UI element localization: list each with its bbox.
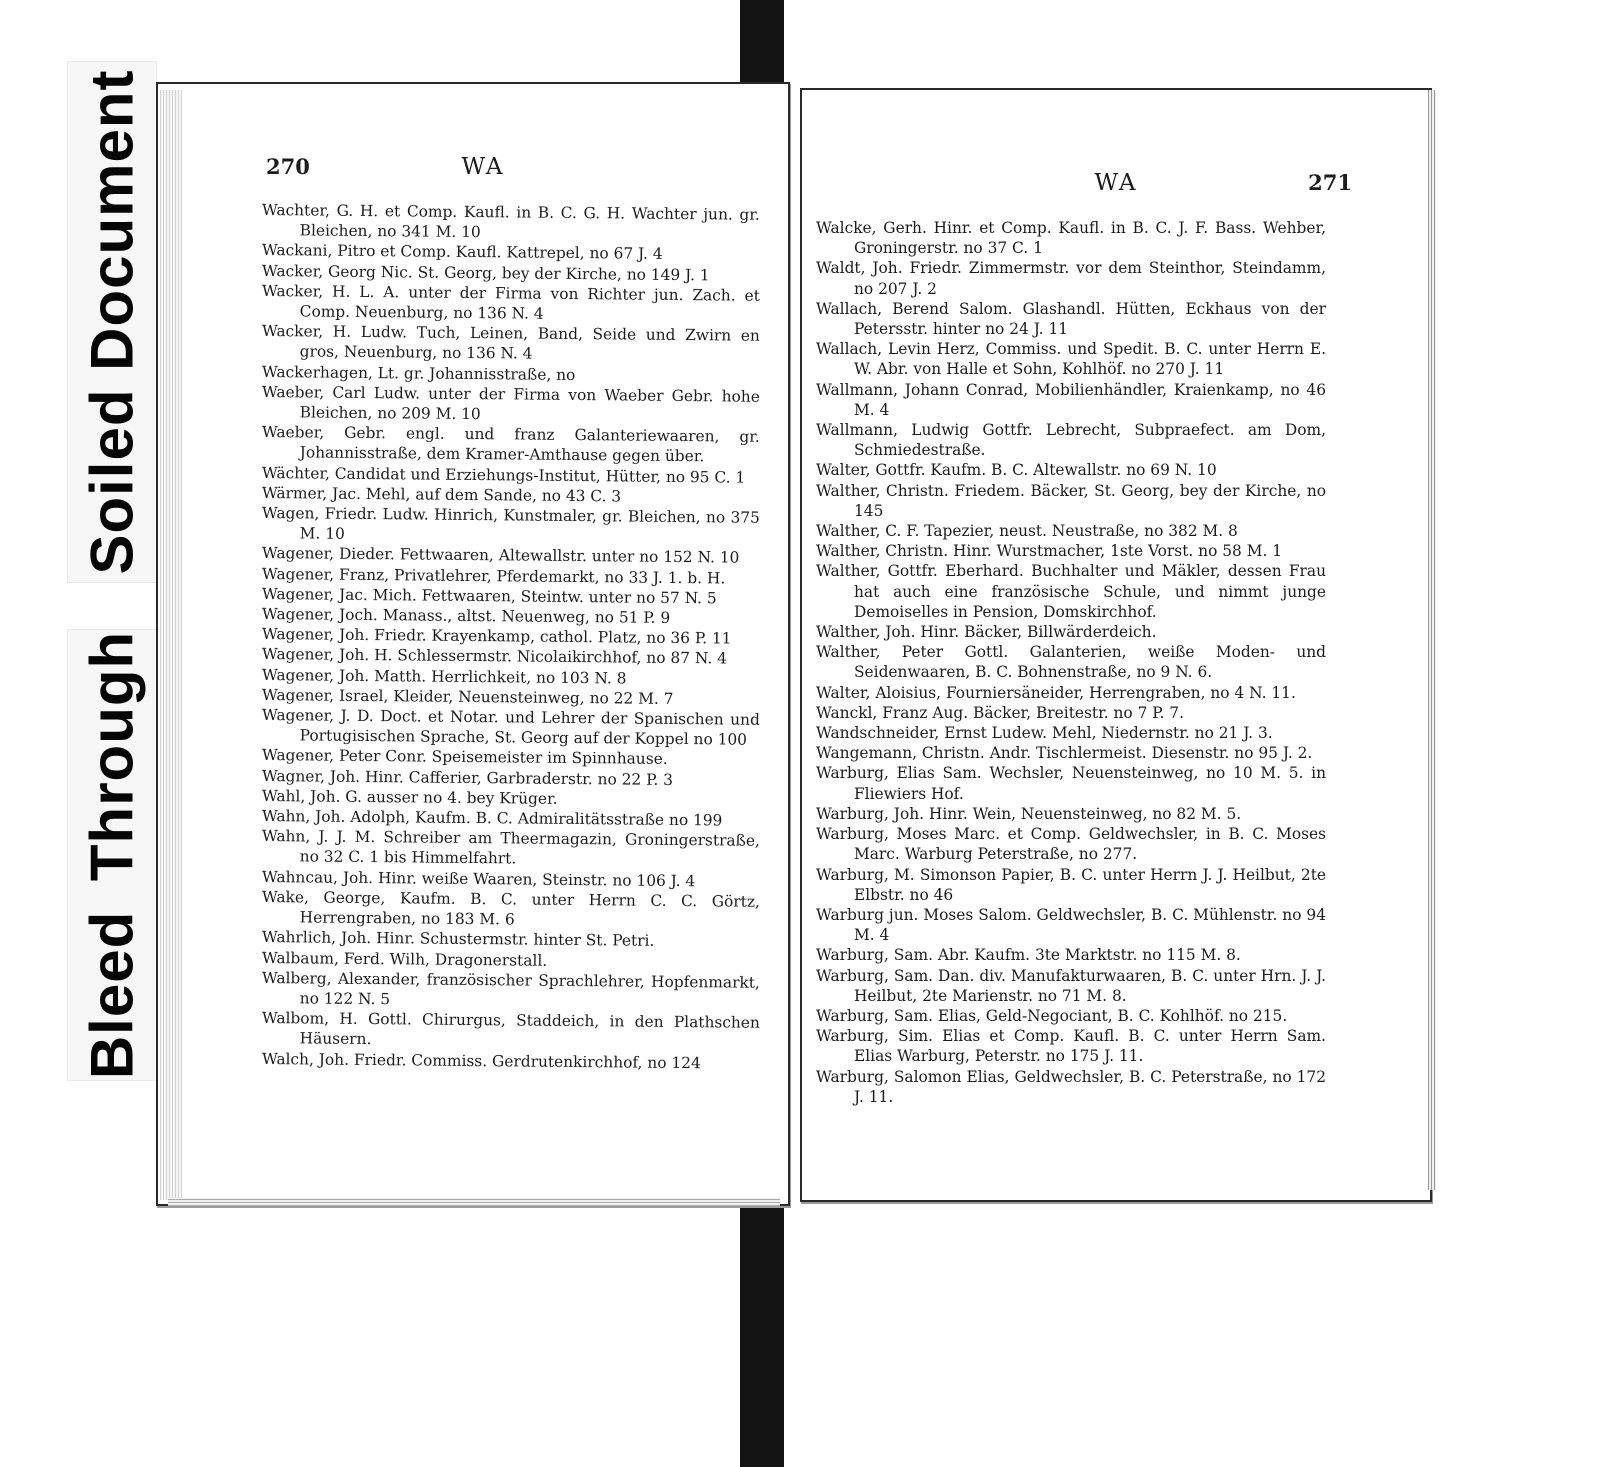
directory-entry: Walther, Christn. Friedem. Bäcker, St. Georg, bey der Kirche, no 145 bbox=[816, 481, 1326, 520]
directory-entry: Warburg, Sam. Abr. Kaufm. 3te Marktstr. no 115 M. 8. bbox=[816, 946, 1241, 965]
right-page-number: 271 bbox=[1308, 170, 1352, 195]
directory-entry: Warburg, Joh. Hinr. Wein, Neuensteinweg, no 82 M. 5. bbox=[816, 804, 1242, 823]
directory-entry: Walter, Aloisius, Fourniersäneider, Herrengraben, no 4 N. 11. bbox=[816, 683, 1296, 702]
directory-entry: Walter, Gottfr. Kaufm. B. C. Altewallstr. no 69 N. 10 bbox=[816, 461, 1217, 480]
directory-entry: Wallmann, Johann Conrad, Mobilienhändler, Kraienkamp, no 46 M. 4 bbox=[816, 380, 1326, 419]
directory-entry: Warburg, Sim. Elias et Comp. Kaufl. B. C. unter Herrn Sam. Elias Warburg, Peterstr. no 175 J. 11. bbox=[816, 1027, 1326, 1066]
directory-entry: Walberg, Alexander, französischer Sprachlehrer, Hopfenmarkt, no 122 N. 5 bbox=[261, 968, 760, 1009]
right-page-header bbox=[802, 170, 1430, 210]
directory-entry: Wallach, Berend Salom. Glashandl. Hütten, Eckhaus von der Petersstr. hinter no 24 J. 11 bbox=[816, 299, 1326, 339]
directory-entry: Walther, Joh. Hinr. Bäcker, Billwärderdeich. bbox=[816, 623, 1157, 642]
directory-entry: Wagener, Joh. H. Schlessermstr. Nicolaikirchhof, no 87 N. 4 bbox=[261, 645, 728, 668]
directory-entry: Waldt, Joh. Friedr. Zimmermstr. vor dem Steinthor, Steindamm, no 207 J. 2 bbox=[816, 259, 1326, 298]
directory-entry: Walther, Christn. Hinr. Wurstmacher, 1ste Vorst. no 58 M. 1 bbox=[816, 542, 1283, 561]
directory-entry: Wake, George, Kaufm. B. C. unter Herrn C. C. Görtz, Herrengraben, no 183 M. 6 bbox=[261, 887, 760, 929]
directory-entry: Walther, Gottfr. Eberhard. Buchhalter und Mäkler, dessen Frau hat auch eine französische Schule, und nimmt junge Demoiselles in Pension, Domskirchhof. bbox=[816, 562, 1326, 621]
directory-entry: Wagener, Dieder. Fettwaaren, Altewallstr. unter no 152 N. 10 bbox=[261, 544, 740, 568]
left-page-bottom-edge bbox=[168, 1198, 780, 1206]
directory-entry: Wagener, Jac. Mich. Fettwaaren, Steintw. unter no 57 N. 5 bbox=[261, 584, 717, 608]
directory-entry: Wacker, H. Ludw. Tuch, Leinen, Band, Seide und Zwirn en gros, Neuenburg, no 136 N. 4 bbox=[261, 322, 760, 364]
directory-entry: Waeber, Carl Ludw. unter der Firma von Waeber Gebr. hohe Bleichen, no 209 M. 10 bbox=[261, 382, 760, 424]
directory-entry: Wagener, Joh. Matth. Herrlichkeit, no 103 N. 8 bbox=[261, 665, 627, 688]
soiled-document-tab bbox=[68, 62, 156, 582]
left-page bbox=[156, 82, 790, 1206]
directory-entry: Wacker, Georg Nic. St. Georg, bey der Kirche, no 149 J. 1 bbox=[261, 261, 710, 284]
directory-entry: Wahrlich, Joh. Hinr. Schustermstr. hinter St. Petri. bbox=[261, 928, 655, 951]
directory-entry: Walther, C. F. Tapezier, neust. Neustraße, no 382 M. 8 bbox=[816, 522, 1238, 541]
directory-entry: Warburg, Salomon Elias, Geldwechsler, B. C. Peterstraße, no 172 J. 11. bbox=[816, 1067, 1326, 1106]
directory-entry: Wallach, Levin Herz, Commiss. und Spedit. B. C. unter Herrn E. W. Abr. von Halle et Sohn, Kohlhöf. no 270 J. 11 bbox=[816, 340, 1326, 379]
directory-entry: Walbom, H. Gottl. Chirurgus, Staddeich, in den Plathschen Häusern. bbox=[261, 1009, 760, 1049]
left-directory-entries bbox=[261, 200, 760, 1072]
left-page-number: 270 bbox=[266, 154, 310, 179]
directory-entry: Wackerhagen, Lt. gr. Johannisstraße, no bbox=[261, 362, 576, 384]
directory-entry: Walbaum, Ferd. Wilh, Dragonerstall. bbox=[261, 948, 548, 970]
directory-entry: Wangemann, Christn. Andr. Tischlermeist. Diesenstr. no 95 J. 2. bbox=[816, 744, 1313, 763]
directory-entry: Wanckl, Franz Aug. Bäcker, Breitestr. no 7 P. 7. bbox=[816, 703, 1184, 722]
directory-entry: Walch, Joh. Friedr. Commiss. Gerdrutenkirchhof, no 124 bbox=[261, 1049, 701, 1072]
directory-entry: Wahl, Joh. G. ausser no 4. bey Krüger. bbox=[261, 786, 558, 808]
left-page-edge-stack bbox=[160, 90, 182, 1200]
left-page-header bbox=[158, 154, 788, 194]
right-directory-entries bbox=[816, 218, 1326, 1107]
bleed-through-label: Bleed Through bbox=[78, 630, 146, 1080]
directory-entry: Warburg jun. Moses Salom. Geldwechsler, B. C. Mühlenstr. no 94 M. 4 bbox=[816, 905, 1326, 945]
right-page bbox=[800, 88, 1432, 1202]
directory-entry: Wachter, G. H. et Comp. Kaufl. in B. C. G. H. Wachter jun. gr. Bleichen, no 341 M. 10 bbox=[261, 200, 760, 242]
directory-entry: Wagener, Joch. Manass., altst. Neuenweg, no 51 P. 9 bbox=[261, 605, 671, 627]
directory-entry: Warburg, Sam. Elias, Geld-Negociant, B. C. Kohlhöf. no 215. bbox=[816, 1006, 1288, 1025]
directory-entry: Wacker, H. L. A. unter der Firma von Richter jun. Zach. et Comp. Neuenburg, no 136 N. 4 bbox=[261, 281, 760, 323]
directory-entry: Wagener, Peter Conr. Speisemeister im Spinnhause. bbox=[261, 746, 668, 769]
directory-entry: Wahn, J. J. M. Schreiber am Theermagazin, Groningerstraße, no 32 C. 1 bis Himmelfahrt. bbox=[261, 827, 760, 868]
directory-entry: Wagener, Joh. Friedr. Krayenkamp, cathol. Platz, no 36 P. 11 bbox=[261, 625, 732, 648]
directory-entry: Wackani, Pitro et Comp. Kaufl. Kattrepel, no 67 J. 4 bbox=[261, 241, 663, 264]
directory-entry: Wahn, Joh. Adolph, Kaufm. B. C. Admiralitätsstraße no 199 bbox=[261, 807, 723, 830]
directory-entry: Wagen, Friedr. Ludw. Hinrich, Kunstmaler, gr. Bleichen, no 375 M. 10 bbox=[261, 504, 760, 544]
directory-entry: Wagener, Israel, Kleider, Neuensteinweg, no 22 M. 7 bbox=[261, 685, 674, 708]
directory-entry: Warburg, Elias Sam. Wechsler, Neuensteinweg, no 10 M. 5. in Fliewiers Hof. bbox=[816, 764, 1326, 803]
directory-entry: Wallmann, Ludwig Gottfr. Lebrecht, Subpraefect. am Dom, Schmiedestraße. bbox=[816, 421, 1326, 460]
directory-entry: Wärmer, Jac. Mehl, auf dem Sande, no 43 C. 3 bbox=[261, 483, 622, 506]
directory-entry: Walcke, Gerh. Hinr. et Comp. Kaufl. in B. C. J. F. Bass. Wehber, Groningerstr. no 37 C. 1 bbox=[816, 219, 1326, 258]
bleed-through-tab bbox=[68, 630, 156, 1080]
directory-entry: Wahncau, Joh. Hinr. weiße Waaren, Steinstr. no 106 J. 4 bbox=[261, 867, 696, 890]
directory-entry: Wächter, Candidat und Erziehungs-Institut, Hütter, no 95 C. 1 bbox=[261, 463, 746, 487]
directory-entry: Wagner, Joh. Hinr. Cafferier, Garbraderstr. no 22 P. 3 bbox=[261, 766, 674, 789]
directory-entry: Warburg, M. Simonson Papier, B. C. unter Herrn J. J. Heilbut, 2te Elbstr. no 46 bbox=[816, 865, 1326, 904]
right-page-edge-stack bbox=[1428, 90, 1436, 1190]
directory-entry: Walther, Peter Gottl. Galanterien, weiße Moden- und Seidenwaaren, B. C. Bohnenstraße, no 9 N. 6. bbox=[816, 643, 1326, 682]
directory-entry: Wagener, Franz, Privatlehrer, Pferdemarkt, no 33 J. 1. b. H. bbox=[261, 564, 726, 588]
soiled-document-label: Soiled Document bbox=[78, 69, 146, 575]
directory-entry: Warburg, Moses Marc. et Comp. Geldwechsler, in B. C. Moses Marc. Warburg Peterstraße, no 277. bbox=[816, 825, 1326, 864]
left-running-head: WA bbox=[461, 154, 505, 180]
directory-entry: Wandschneider, Ernst Ludew. Mehl, Niedernstr. no 21 J. 3. bbox=[816, 724, 1273, 743]
right-running-head: WA bbox=[1094, 170, 1138, 196]
directory-entry: Waeber, Gebr. engl. und franz Galanteriewaaren, gr. Johannisstraße, dem Kramer-Amthause gegen über. bbox=[261, 423, 760, 466]
directory-entry: Warburg, Sam. Dan. div. Manufakturwaaren, B. C. unter Hrn. J. J. Heilbut, 2te Marienstr. no 71 M. 8. bbox=[816, 966, 1326, 1005]
directory-entry: Wagener, J. D. Doct. et Notar. und Lehrer der Spanischen und Portugisischen Sprache, St. Georg auf der Koppel no 100 bbox=[261, 706, 760, 749]
